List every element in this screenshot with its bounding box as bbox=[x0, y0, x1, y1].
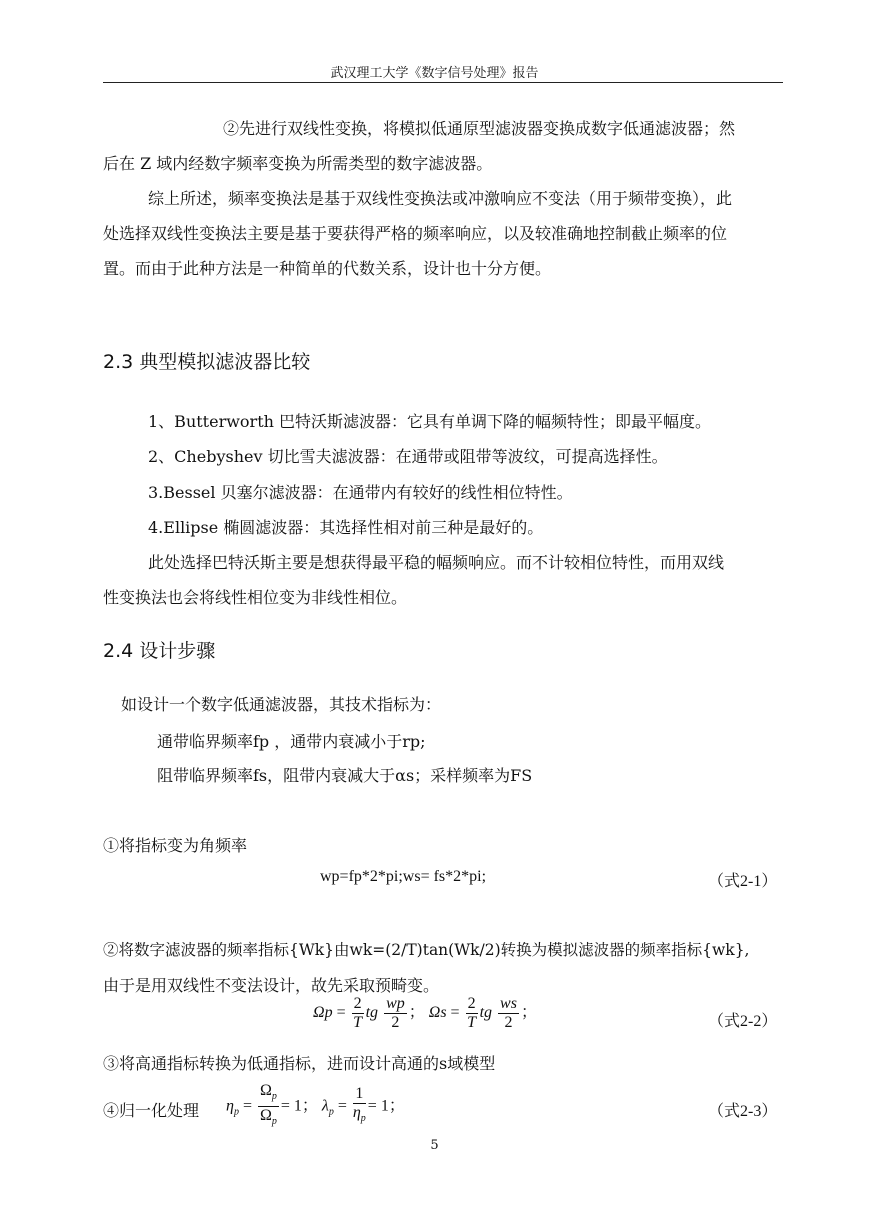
page-header: 武汉理工大学《数字信号处理》报告 bbox=[330, 66, 539, 81]
step-line: ④归一化处理 bbox=[103, 1101, 200, 1120]
list-item: 1、Butterworth 巴特沃斯滤波器：它具有单调下降的幅频特性；即最平幅度。 bbox=[148, 412, 712, 431]
paragraph-line: 如设计一个数字低通滤波器，其技术指标为： bbox=[121, 695, 442, 714]
list-item: 3.Bessel 贝塞尔滤波器：在通带内有较好的线性相位特性。 bbox=[148, 483, 573, 502]
equation-2-1: wp=fp*2*pi;ws= fs*2*pi; bbox=[320, 868, 487, 885]
step-line: 由于是用双线性不变法设计，故先采取预畸变。 bbox=[103, 976, 440, 995]
spec-line: 阻带临界频率fs，阻带内衰减大于αs；采样频率为FS bbox=[157, 766, 533, 785]
equation-2-2: Ωp = $\frac{2}{T}$ tg $\frac{wp}{2}$ ； Ωs = $\frac{2}{T}$ tg $\frac{ws}{2}$ ； bbox=[313, 995, 537, 1031]
section-heading-2-4: 2.4 设计步骤 bbox=[103, 640, 216, 662]
paragraph-line: 后在 Z 域内经数字频率变换为所需类型的数字滤波器。 bbox=[103, 154, 493, 173]
paragraph-line: 综上所述，频率变换法是基于双线性变换法或冲激响应不变法（用于频带变换），此 bbox=[148, 189, 733, 208]
list-item: 2、Chebyshev 切比雪夫滤波器：在通带或阻带等波纹，可提高选择性。 bbox=[148, 447, 668, 466]
step-line: ②将数字滤波器的频率指标{Wk}由wk=(2/T)tan(Wk/2)转换为模拟滤波器的频率指标{wk}, bbox=[103, 941, 750, 959]
section-heading-2-3: 2.3 典型模拟滤波器比较 bbox=[103, 351, 311, 373]
paragraph-line: 置。而由于此种方法是一种简单的代数关系，设计也十分方便。 bbox=[103, 259, 552, 278]
equation-2-3: $\eta_p$ = $\frac{\Omega_p}{\Omega_p}$ = 1； $\lambda_p$ = $\frac{1}{\eta_p}$ = 1； bbox=[226, 1082, 405, 1128]
page-number: 5 bbox=[430, 1138, 439, 1153]
step-line: ③将高通指标转换为低通指标，进而设计高通的s域模型 bbox=[103, 1054, 496, 1073]
step-line: ①将指标变为角频率 bbox=[103, 836, 248, 855]
paragraph-line: ②先进行双线性变换，将模拟低通原型滤波器变换成数字低通滤波器；然 bbox=[223, 119, 736, 138]
list-item: 4.Ellipse 椭圆滤波器：其选择性相对前三种是最好的。 bbox=[148, 518, 544, 537]
header-rule bbox=[103, 82, 783, 83]
paragraph-line: 性变换法也会将线性相位变为非线性相位。 bbox=[103, 588, 408, 607]
equation-label: （式2-3） bbox=[708, 1103, 778, 1120]
equation-label: （式2-2） bbox=[708, 1013, 778, 1030]
paragraph-line: 处选择双线性变换法主要是基于要获得严格的频率响应，以及较准确地控制截止频率的位 bbox=[103, 224, 728, 243]
equation-label: （式2-1） bbox=[708, 873, 778, 890]
spec-line: 通带临界频率fp ，通带内衰减小于rp; bbox=[157, 732, 426, 751]
paragraph-line: 此处选择巴特沃斯主要是想获得最平稳的幅频响应。而不计较相位特性，而用双线 bbox=[148, 553, 725, 572]
